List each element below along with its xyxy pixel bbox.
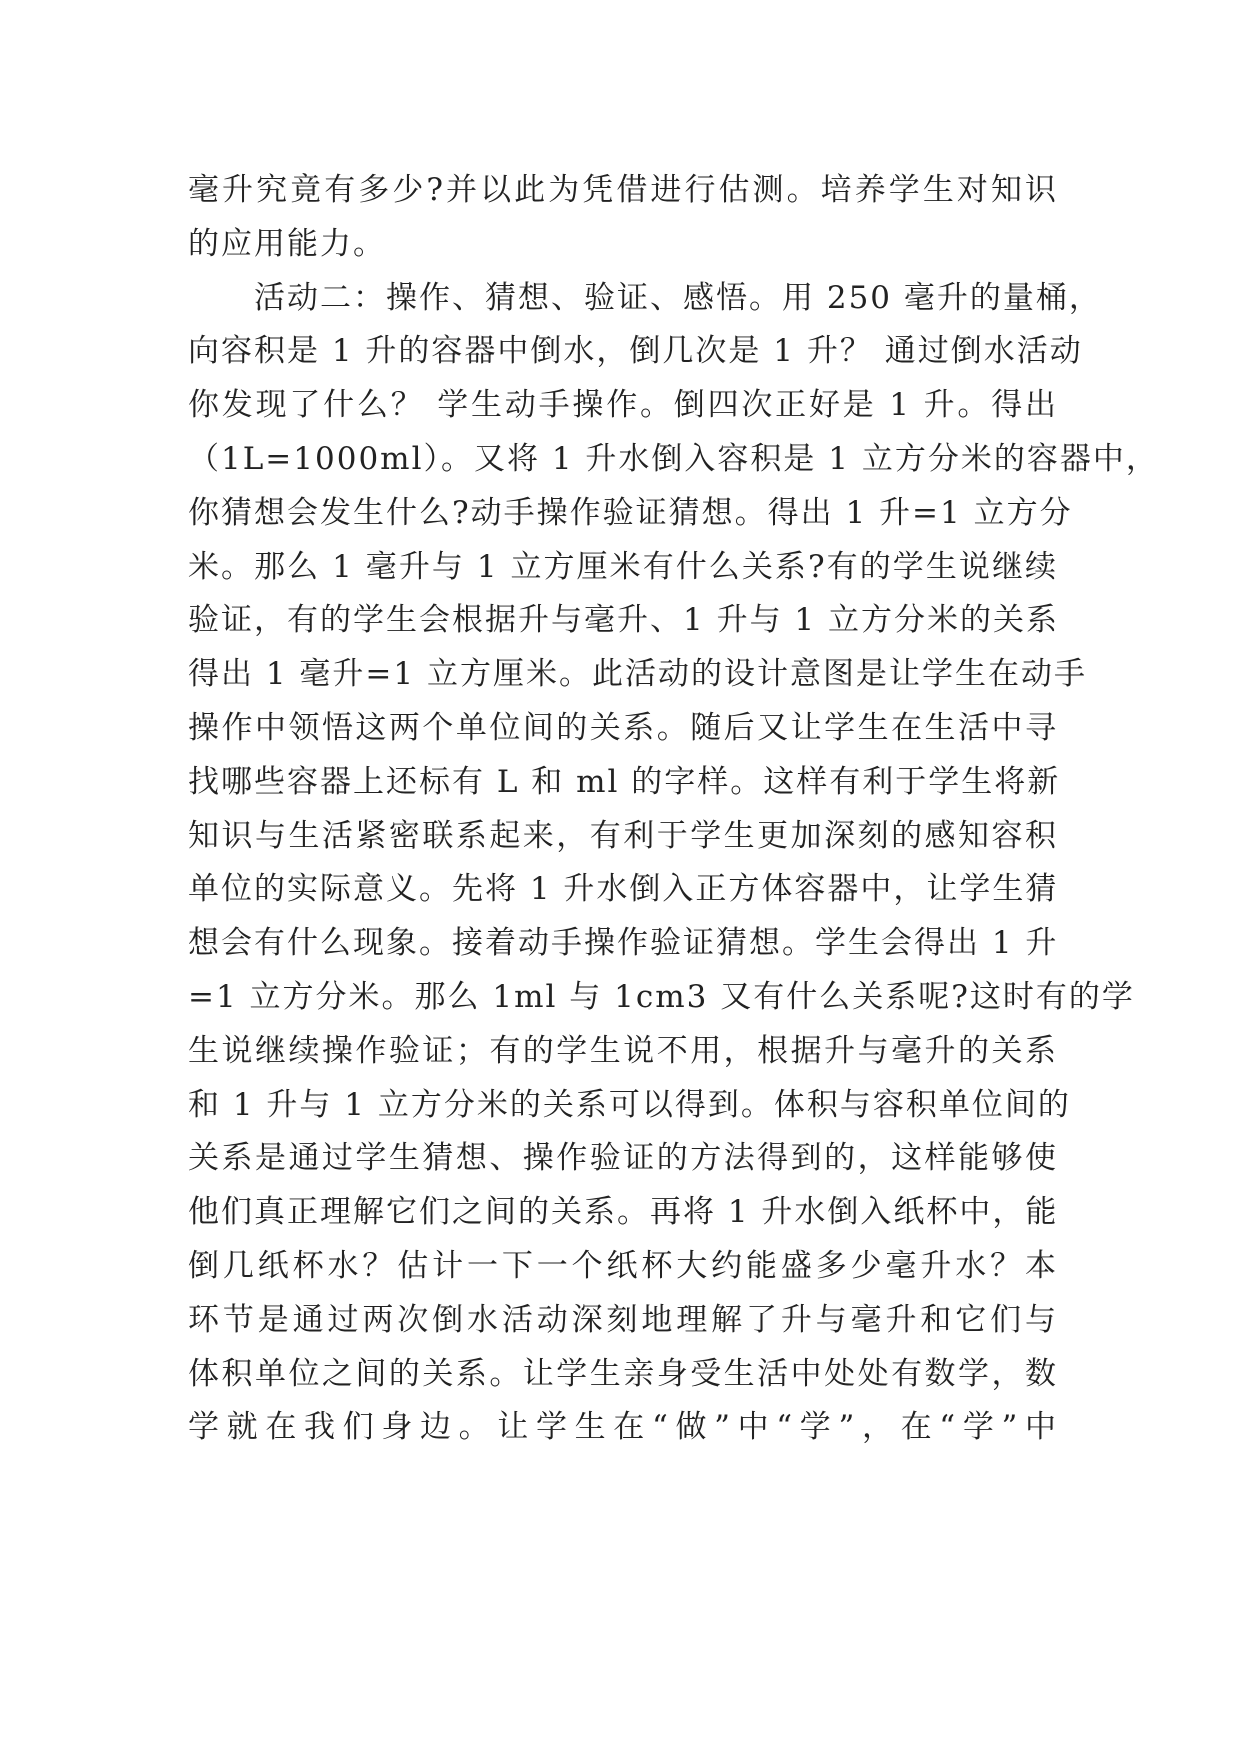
text-line: =1 立方分米。那么 1ml 与 1cm3 又有什么关系呢?这时有的学	[188, 978, 1135, 1015]
text-line: 倒几纸杯水？估计一下一个纸杯大约能盛多少毫升水？本	[188, 1247, 1058, 1284]
text-line: 关系是通过学生猜想、操作验证的方法得到的，这样能够使	[188, 1140, 1058, 1177]
text-line: 体积单位之间的关系。让学生亲身受生活中处处有数学，数	[188, 1355, 1058, 1392]
text-line: 单位的实际意义。先将 1 升水倒入正方体容器中，让学生猜	[188, 871, 1059, 908]
text-line: 找哪些容器上还标有 L 和 ml 的字样。这样有利于学生将新	[188, 763, 1061, 800]
text-line: 得出 1 毫升=1 立方厘米。此活动的设计意图是让学生在动手	[188, 656, 1087, 693]
text-line: 的应用能力。	[188, 225, 386, 262]
text-line: 生说继续操作验证；有的学生说不用，根据升与毫升的关系	[188, 1032, 1058, 1069]
text-line: 活动二：操作、猜想、验证、感悟。用 250 毫升的量桶，	[254, 279, 1102, 316]
text-line: 环节是通过两次倒水活动深刻地理解了升与毫升和它们与	[188, 1301, 1058, 1338]
text-line: （1L=1000ml）。又将 1 升水倒入容积是 1 立方分米的容器中，	[188, 440, 1159, 477]
text-line: 米。那么 1 毫升与 1 立方厘米有什么关系?有的学生说继续	[188, 548, 1058, 585]
text-line: 学就在我们身边。让学生在“做”中“学”，在“学”中	[188, 1409, 1058, 1446]
text-line: 和 1 升与 1 立方分米的关系可以得到。体积与容积单位间的	[188, 1086, 1071, 1123]
text-line: 你发现了什么？ 学生动手操作。倒四次正好是 1 升。得出	[188, 387, 1058, 424]
text-line: 向容积是 1 升的容器中倒水，倒几次是 1 升？ 通过倒水活动	[188, 333, 1083, 370]
text-line: 你猜想会发生什么?动手操作验证猜想。得出 1 升=1 立方分	[188, 494, 1073, 531]
text-line: 他们真正理解它们之间的关系。再将 1 升水倒入纸杯中，能	[188, 1194, 1059, 1231]
text-line: 验证，有的学生会根据升与毫升、1 升与 1 立方分米的关系	[188, 602, 1060, 639]
text-line: 操作中领悟这两个单位间的关系。随后又让学生在生活中寻	[188, 709, 1058, 746]
body-text	[188, 164, 1159, 1455]
text-line: 毫升究竟有多少?并以此为凭借进行估测。培养学生对知识	[188, 172, 1058, 208]
text-line: 知识与生活紧密联系起来，有利于学生更加深刻的感知容积	[188, 817, 1058, 854]
text-line: 想会有什么现象。接着动手操作验证猜想。学生会得出 1 升	[188, 925, 1059, 962]
